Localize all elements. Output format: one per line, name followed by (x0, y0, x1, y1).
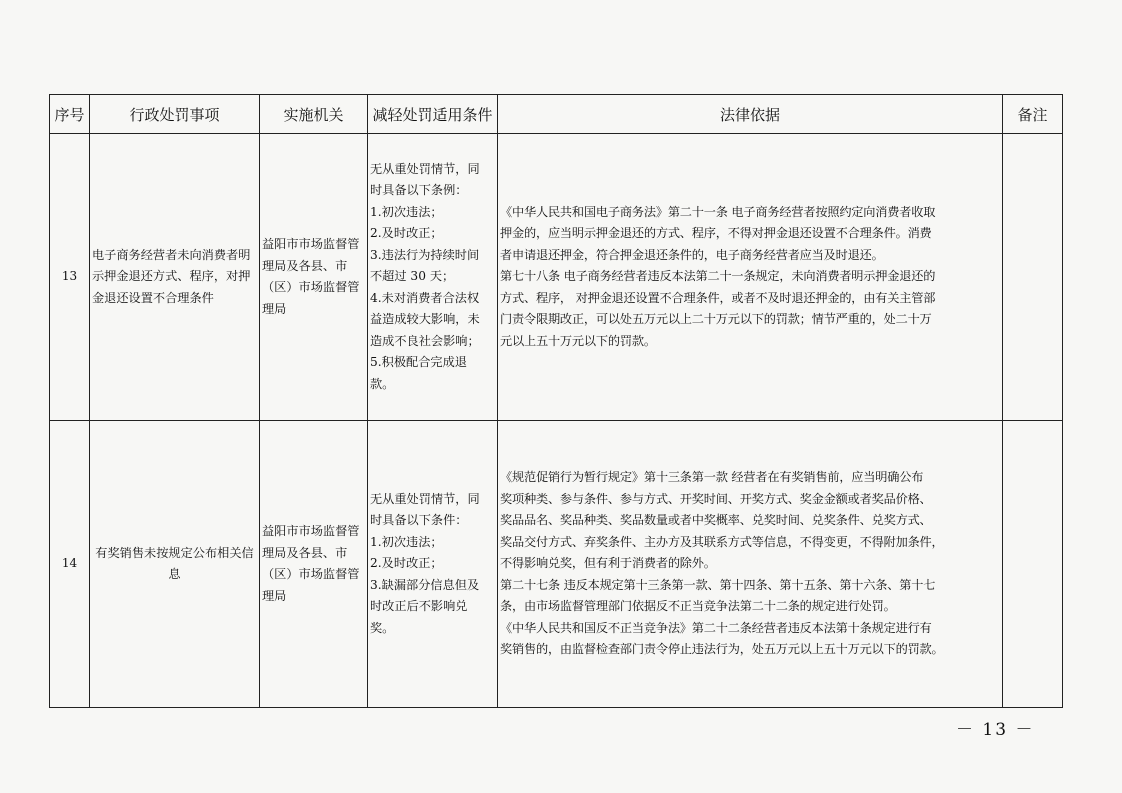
table-row (50, 421, 1063, 708)
condition-line: 无从重处罚情节，同 (370, 491, 480, 506)
condition-line: 3.缺漏部分信息但及 (370, 577, 480, 592)
basis-line: 门责令限期改正，可以处五万元以上二十万元以下的罚款；情节严重的，处二十万 (500, 312, 932, 327)
header-conditions: 减轻处罚适用条件 (368, 95, 498, 134)
condition-line: 1.初次违法； (370, 204, 443, 219)
basis-line: 奖品品名、奖品种类、奖品数量或者中奖概率、兑奖时间、兑奖条件、兑奖方式、 (500, 513, 932, 528)
condition-line: 无从重处罚情节，同 (370, 161, 480, 176)
row-item: 电子商务经营者未向消费者明示押金退还方式、程序，对押金退还设置不合理条件 (90, 134, 260, 421)
row-legal-basis (498, 421, 1003, 708)
condition-line: 奖。 (370, 620, 395, 635)
condition-line: 时具备以下条件： (370, 513, 468, 528)
basis-line: 奖项种类、参与条件、参与方式、开奖时间、开奖方式、奖金金额或者奖品价格、 (500, 491, 932, 506)
condition-line: 造成不良社会影响； (370, 333, 480, 348)
condition-line: 时改正后不影响兑 (370, 599, 468, 614)
row-remarks (1003, 421, 1063, 708)
basis-line: 奖销售的，由监督检查部门责令停止违法行为，处五万元以上五十万元以下的罚款。 (500, 642, 944, 657)
header-basis: 法律依据 (498, 95, 1003, 134)
table-row (50, 134, 1063, 421)
header-item: 行政处罚事项 (90, 95, 260, 134)
condition-line: 3.违法行为持续时间 (370, 247, 480, 262)
row-agency: 益阳市市场监督管理局及各县、市（区）市场监督管理局 (260, 421, 368, 708)
basis-line: 《规范促销行为暂行规定》第十三条第一款 经营者在有奖销售前，应当明确公布 (500, 470, 924, 485)
condition-line: 益造成较大影响，未 (370, 312, 480, 327)
row-remarks (1003, 134, 1063, 421)
condition-line: 1.初次违法； (370, 534, 443, 549)
basis-line: 《中华人民共和国反不正当竞争法》第二十二条经营者违反本法第十条规定进行有 (500, 620, 932, 635)
basis-line: 奖品交付方式、弃奖条件、主办方及其联系方式等信息，不得变更，不得附加条件， (500, 534, 944, 549)
header-remarks: 备注 (1003, 95, 1063, 134)
condition-line: 5.积极配合完成退 (370, 355, 467, 370)
page-number: － 13 － (956, 720, 1035, 740)
table-header-row (50, 95, 1063, 134)
header-agency: 实施机关 (260, 95, 368, 134)
condition-line: 时具备以下条例： (370, 183, 468, 198)
row-item: 有奖销售未按规定公布相关信息 (90, 421, 260, 708)
row-legal-basis (498, 134, 1003, 421)
condition-line: 款。 (370, 376, 395, 391)
penalty-table (49, 94, 1063, 708)
basis-line: 第二十七条 违反本规定第十三条第一款、第十四条、第十五条、第十六条、第十七 (500, 577, 936, 592)
condition-line: 2.及时改正； (370, 226, 443, 241)
basis-line: 条，由市场监督管理部门依据反不正当竞争法第二十二条的规定进行处罚。 (500, 599, 896, 614)
row-no: 14 (50, 421, 90, 708)
basis-line: 《中华人民共和国电子商务法》第二十一条 电子商务经营者按照约定向消费者收取 (500, 204, 936, 219)
basis-line: 第七十八条 电子商务经营者违反本法第二十一条规定，未向消费者明示押金退还的 (500, 269, 936, 284)
basis-line: 不得影响兑奖，但有利于消费者的除外。 (500, 556, 716, 571)
row-agency: 益阳市市场监督管理局及各县、市（区）市场监督管理局 (260, 134, 368, 421)
header-no: 序号 (50, 95, 90, 134)
row-conditions (368, 134, 498, 421)
basis-line: 者申请退还押金，符合押金退还条件的，电子商务经营者应当及时退还。 (500, 247, 884, 262)
basis-line: 押金的，应当明示押金退还的方式、程序，不得对押金退还设置不合理条件。消费 (500, 226, 932, 241)
condition-line: 2.及时改正； (370, 556, 443, 571)
row-no: 13 (50, 134, 90, 421)
condition-line: 不超过 30 天； (370, 269, 455, 284)
basis-line: 元以上五十万元以下的罚款。 (500, 333, 656, 348)
basis-line: 方式、程序， 对押金退还设置不合理条件，或者不及时退还押金的，由有关主管部 (500, 290, 936, 305)
row-conditions (368, 421, 498, 708)
condition-line: 4.未对消费者合法权 (370, 290, 480, 305)
